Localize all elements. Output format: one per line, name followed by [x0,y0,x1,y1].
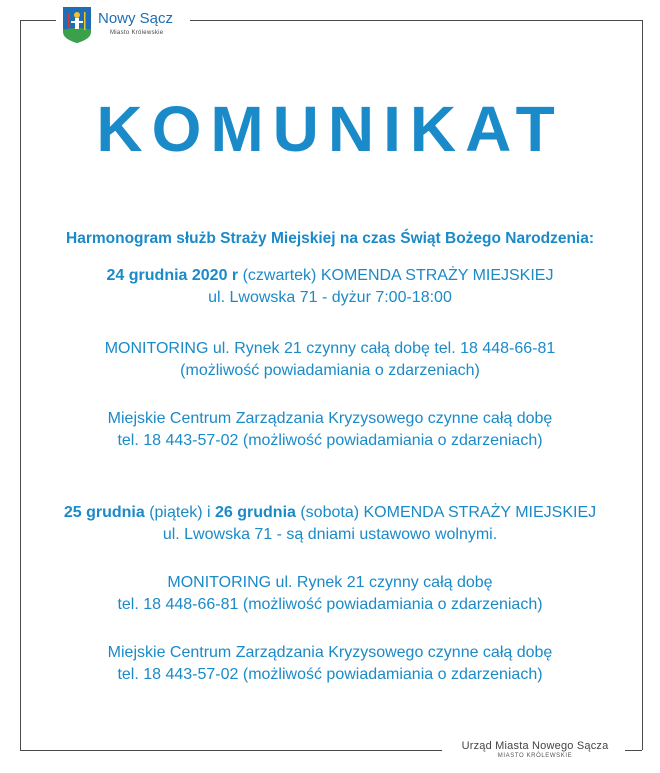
monitoring1-line2: (możliwość powiadamiania o zdarzeniach) [180,362,480,379]
monitoring1-block [22,338,638,382]
frame-bottom-right [625,750,642,751]
day1-block [22,265,638,309]
city-name: Nowy Sącz [98,10,174,27]
city-subtitle: Miasto Królewskie [110,30,164,36]
frame-bottom [20,750,442,751]
footer-office [446,740,624,759]
day2-line2: ul. Lwowska 71 - są dniami ustawowo wolnymi. [162,526,498,543]
day1-line2: ul. Lwowska 71 - dyżur 7:00-18:00 [208,289,452,306]
crisis1-line2: tel. 18 443-57-02 (możliwość powiadamiania o zdarzeniach) [117,432,543,449]
crisis1-line1: Miejskie Centrum Zarządzania Kryzysowego czynne całą dobę [107,410,553,427]
day1-line1 [22,265,638,287]
office-subtitle: MIASTO KRÓLEWSKIE [497,753,573,759]
crisis2-line2: tel. 18 443-57-02 (możliwość powiadamiania o zdarzeniach) [117,666,543,683]
day2-block [22,502,638,546]
day2-line1 [22,502,638,524]
day2-date-a: 25 grudnia [63,504,145,521]
page-title: KOMUNIKAT [96,93,564,165]
frame-top [190,20,642,21]
crisis2-block [22,642,638,686]
office-name: Urząd Miasta Nowego Sącza [461,740,609,752]
day1-rest: (czwartek) KOMENDA STRAŻY MIEJSKIEJ [238,267,554,284]
day2-date-b: 26 grudnia [215,504,296,521]
day2-mid: (piątek) i [144,504,215,521]
day1-date: 24 grudnia 2020 r [106,267,239,284]
coat-of-arms-icon [62,6,92,44]
monitoring2-line2: tel. 18 448-66-81 (możliwość powiadamiania o zdarzeniach) [117,596,543,613]
crisis1-block [22,408,638,452]
monitoring2-line1: MONITORING ul. Rynek 21 czynny całą dobę [167,574,493,591]
frame-top-left [20,20,56,21]
day2-rest: (sobota) KOMENDA STRAŻY MIEJSKIEJ [295,504,597,521]
monitoring2-block [22,572,638,616]
monitoring1-line1: MONITORING ul. Rynek 21 czynny całą dobę tel. 18 448-66-81 [104,340,556,357]
crisis2-line1: Miejskie Centrum Zarządzania Kryzysowego czynne całą dobę [107,644,553,661]
city-logo [58,6,190,44]
schedule-heading: Harmonogram służb Straży Miejskiej na czas Świąt Bożego Narodzenia: [66,230,594,247]
